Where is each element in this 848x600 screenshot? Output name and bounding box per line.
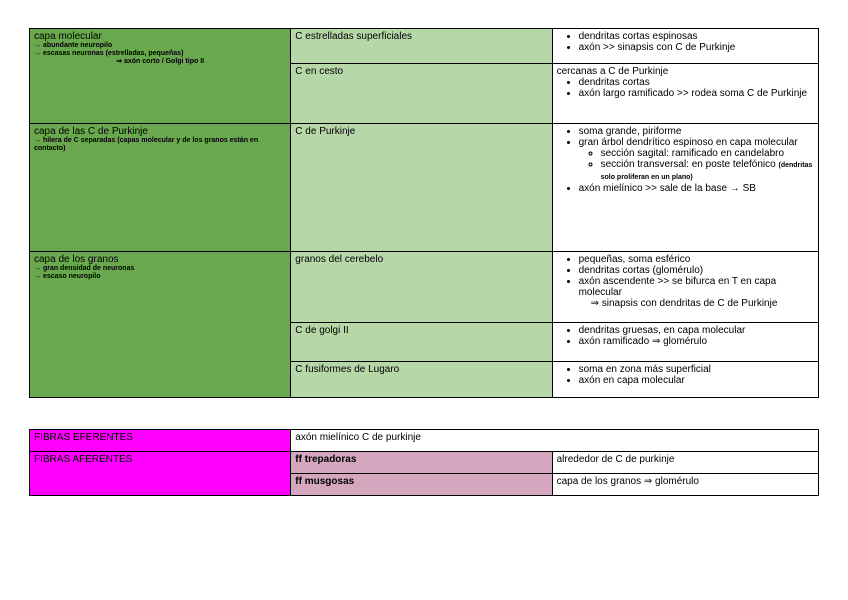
list-item-continuation: ⇒ sinapsis con dendritas de C de Purkinje — [590, 298, 778, 309]
description-cell — [552, 64, 818, 124]
layer-note: → escaso neuropilo — [34, 273, 101, 280]
efferent-label: FIBRAS EFERENTES — [34, 432, 133, 443]
layer-note: → escasas neuronas (estrelladas, pequeñas) — [34, 50, 184, 57]
layer-title: capa molecular — [34, 31, 102, 42]
afferent-label: FIBRAS AFERENTES — [34, 454, 133, 465]
layer-note: → hilera de C separadas (capas molecular y de los granos están en contacto) — [34, 137, 259, 152]
cell-type-cell — [291, 29, 552, 64]
cell-type-label: C estrelladas superficiales — [295, 31, 413, 42]
cerebellum-layers-table — [29, 28, 819, 398]
list-item — [579, 137, 814, 183]
table-row — [30, 124, 819, 252]
efferent-value-cell — [291, 430, 819, 452]
description-list — [557, 325, 814, 347]
mossy-fibers-cell — [291, 474, 552, 496]
layer-note: → abundante neuropilo — [34, 42, 113, 49]
layer-subnote: ⇒ axón corto / Golgi tipo II — [116, 58, 205, 65]
cell-type-label: granos del cerebelo — [295, 254, 384, 265]
cell-type-label: C de golgi II — [295, 325, 349, 336]
list-item: • dendritas cortas (glomérulo) — [579, 265, 814, 276]
mossy-fibers-value: capa de los granos ⇒ glomérulo — [556, 476, 699, 487]
layer-title: capa de los granos — [34, 254, 119, 265]
description-cell — [552, 29, 818, 64]
list-item: • pequeñas, soma esférico — [579, 254, 814, 265]
description-intro: cercanas a C de Purkinje — [556, 66, 669, 77]
list-item: • dendritas cortas espinosas — [579, 31, 814, 42]
list-item: • dendritas cortas — [579, 77, 814, 88]
sub-list-note: (dendritas solo proliferan en un plano) — [600, 162, 813, 181]
layer-title: capa de las C de Purkinje — [34, 126, 148, 137]
climbing-fibers-label: ff trepadoras — [295, 454, 357, 465]
table-row — [30, 452, 819, 474]
layer-molecular-cell — [30, 29, 291, 124]
list-item: • axón mielínico >> sale de la base → SB — [579, 183, 814, 194]
list-item: • axón >> sinapsis con C de Purkinje — [579, 42, 814, 53]
description-list — [557, 254, 814, 309]
mossy-fibers-value-cell — [552, 474, 818, 496]
cell-type-label: C fusiformes de Lugaro — [295, 364, 400, 375]
climbing-fibers-value-cell — [552, 452, 818, 474]
layer-purkinje-cell — [30, 124, 291, 252]
efferent-label-cell — [30, 430, 291, 452]
table-row — [30, 252, 819, 323]
list-item: • axón ramificado ⇒ glomérulo — [579, 336, 814, 347]
description-list — [557, 31, 814, 53]
list-item: • axón en capa molecular — [579, 375, 814, 386]
climbing-fibers-cell — [291, 452, 552, 474]
sub-list-item — [601, 159, 814, 183]
afferent-label-cell — [30, 452, 291, 496]
list-item-text: gran árbol dendrítico espinoso en capa molecular — [578, 137, 798, 148]
sub-list-item: ◦ sección sagital: ramificado en candelabro — [601, 148, 814, 159]
table-row — [30, 29, 819, 64]
description-cell — [552, 252, 818, 323]
sub-list-item-text: sección transversal: en poste telefónico — [600, 159, 776, 170]
layer-note: → gran densidad de neuronas — [34, 265, 135, 272]
list-item: • soma grande, piriforme — [579, 126, 814, 137]
climbing-fibers-value: alrededor de C de purkinje — [556, 454, 675, 465]
description-list — [557, 364, 814, 386]
mossy-fibers-label: ff musgosas — [295, 476, 355, 487]
list-item: • soma en zona más superficial — [579, 364, 814, 375]
list-item: • axón largo ramificado >> rodea soma C de Purkinje — [579, 88, 814, 99]
cell-type-cell — [291, 362, 552, 398]
cell-type-label: C en cesto — [295, 66, 344, 77]
table-row — [30, 430, 819, 452]
description-cell — [552, 323, 818, 362]
cell-type-cell — [291, 124, 552, 252]
list-item — [579, 276, 814, 309]
efferent-value: axón mielínico C de purkinje — [295, 432, 421, 443]
description-list — [557, 77, 814, 99]
cell-type-label: C de Purkinje — [295, 126, 356, 137]
description-cell — [552, 362, 818, 398]
fibers-table — [29, 429, 819, 496]
sub-list — [579, 148, 814, 183]
list-item-text: axón ascendente >> se bifurca en T en capa molecular — [578, 276, 777, 298]
description-cell — [552, 124, 818, 252]
cell-type-cell — [291, 64, 552, 124]
cell-type-cell — [291, 252, 552, 323]
list-item: • dendritas gruesas, en capa molecular — [579, 325, 814, 336]
cell-type-cell — [291, 323, 552, 362]
layer-granular-cell — [30, 252, 291, 398]
description-list — [557, 126, 814, 194]
